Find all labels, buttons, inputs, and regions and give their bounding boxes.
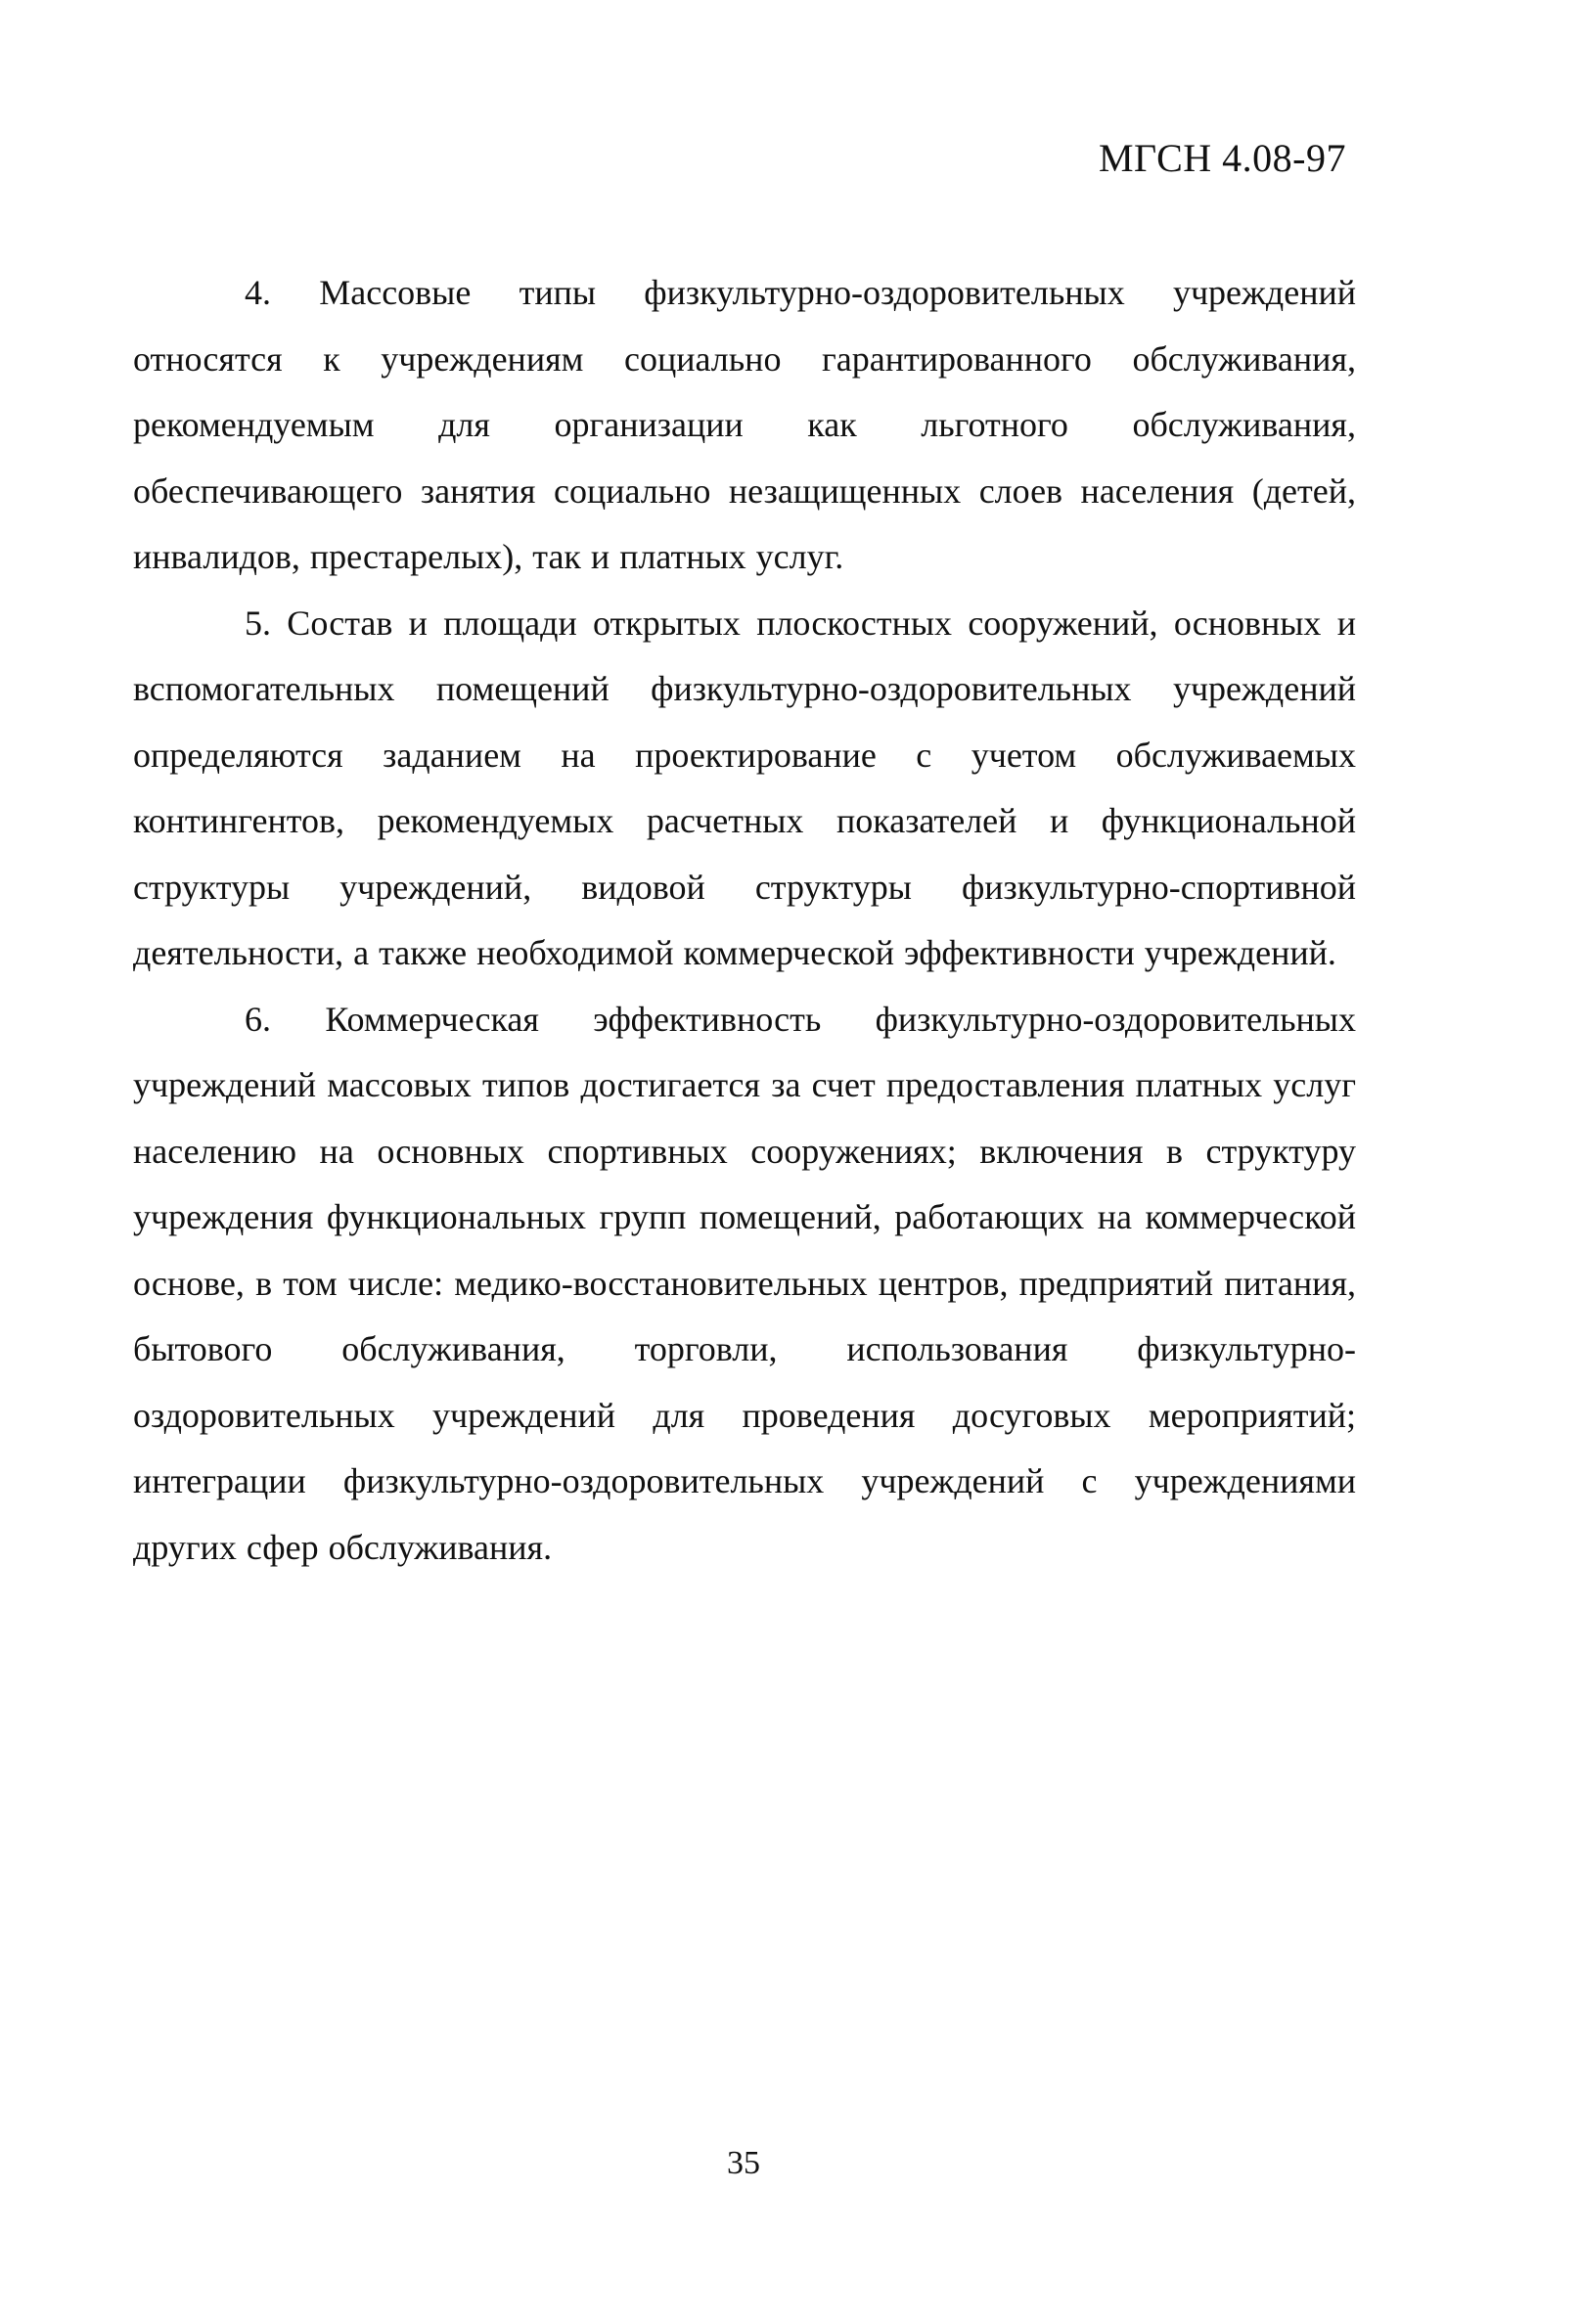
paragraph-4: 4. Массовые типы физкультурно-оздоровительных учреждений относятся к учреждениям социально гарантированного обслуживания, рекомендуемым для организации как льготного обслуживания, обеспечивающего занятия социально незащищенных слоев населения (детей, инвалидов, престарелых), так и платных услуг.: [133, 273, 1356, 576]
page-number: 35: [727, 2145, 760, 2181]
paragraph-5: 5. Состав и площади открытых плоскостных сооружений, основных и вспомогательных помещений физкультурно-оздоровительных учреждений определяются заданием на проектирование с учетом обслуживаемых контингентов, рекомендуемых расчетных показателей и функциональной структуры учреждений, видовой структуры физкультурно-спортивной деятельности, а также необходимой коммерческой эффективности учреждений.: [133, 603, 1356, 972]
document-body: [133, 260, 1356, 1581]
document-code: МГСН 4.08-97: [1098, 136, 1346, 180]
paragraph-6: 6. Коммерческая эффективность физкультурно-оздоровительных учреждений массовых типов достигается за счет предоставления платных услуг населению на основных спортивных сооружениях; включения в структуру учреждения функциональных групп помещений, работающих на коммерческой основе, в том числе: медико-восстановительных центров, предприятий питания, бытового обслуживания, торговли, использования физкультурно-оздоровительных учреждений для проведения досуговых мероприятий; интеграции физкультурно-оздоровительных учреждений с учреждениями других сфер обслуживания.: [133, 999, 1356, 1567]
